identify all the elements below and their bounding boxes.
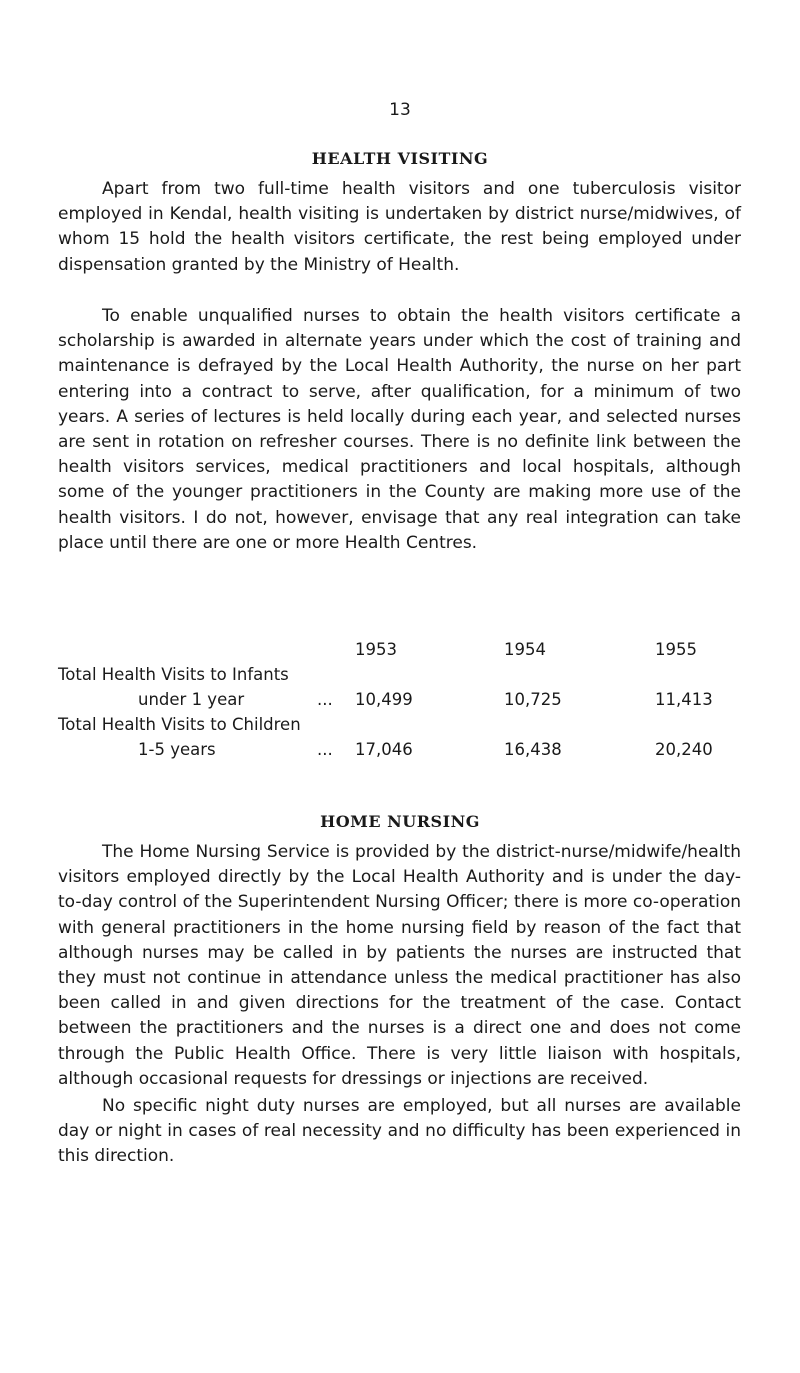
paragraph-health-visiting-2: [58, 304, 741, 556]
row-label: Total Health Visits to Children: [58, 715, 301, 734]
table-cell: 16,438: [504, 740, 562, 759]
table-row-label: [58, 665, 748, 690]
paragraph-text: To enable unqualified nurses to obtain the health visitors certificate a scholarship is awarded in alternate years under which the cost of training and maintenance is defrayed by the Local Health Authority, the nurse on her part entering into a contract to serve, after qualification, for a minimum of two years. A series of lectures is held locally during each year, and selected nurses are sent in rotation on refresher courses. There is no definite link between the health visitors services, medical practitioners and local hospitals, although some of the younger practitioners in the County are making more use of the health visitors. I do not, however, envisage that any real integration can take place until there are one or more Health Centres.: [58, 306, 741, 553]
year-header: 1954: [504, 640, 546, 659]
row-label: Total Health Visits to Infants: [58, 665, 289, 684]
row-label-continued: under 1 year: [138, 690, 245, 709]
health-visits-table: [58, 640, 748, 765]
section-heading-health-visiting: HEALTH VISITING: [311, 149, 489, 168]
paragraph-text: Apart from two full-time health visitors and one tuberculosis visitor employed in Kendal, health visiting is undertaken by district nurse/midwives, of whom 15 hold the health visitors certificate, the rest being employed under dispensation granted by the Ministry of Health.: [58, 179, 741, 275]
table-cell: 17,046: [355, 740, 413, 759]
year-header: 1955: [655, 640, 697, 659]
table-row: [58, 690, 748, 715]
table-cell: 10,725: [504, 690, 562, 709]
year-header: 1953: [355, 640, 397, 659]
table-cell: 20,240: [655, 740, 713, 759]
leader-dots: ...: [317, 740, 333, 759]
paragraph-health-visiting-1: [58, 177, 741, 278]
paragraph-home-nursing-2: [58, 1094, 741, 1170]
table-row: [58, 740, 748, 765]
table-header-row: [58, 640, 748, 665]
paragraph-text: No specific night duty nurses are employed, but all nurses are available day or night in cases of real necessity and no difficulty has been experienced in this direction.: [58, 1096, 741, 1167]
page-number: 13: [389, 100, 411, 120]
section-heading-home-nursing: HOME NURSING: [320, 812, 480, 831]
paragraph-text: The Home Nursing Service is provided by the district-nurse/midwife/health visitors employed directly by the Local Health Authority and is under the day-to-day control of the Superintendent Nursing Officer; there is more co-operation with general practitioners in the home nursing field by reason of the fact that although nurses may be called in by patients the nurses are instructed that they must not continue in attendance unless the medical practitioner has also been called in and given directions for the treatment of the case. Contact between the practitioners and the nurses is a direct one and does not come through the Public Health Office. There is very little liaison with hospitals, although occasional requests for dressings or injections are received.: [58, 842, 741, 1089]
row-label-continued: 1-5 years: [138, 740, 216, 759]
table-cell: 10,499: [355, 690, 413, 709]
leader-dots: ...: [317, 690, 333, 709]
table-cell: 11,413: [655, 690, 713, 709]
table-row-label: [58, 715, 748, 740]
paragraph-home-nursing-1: [58, 840, 741, 1092]
